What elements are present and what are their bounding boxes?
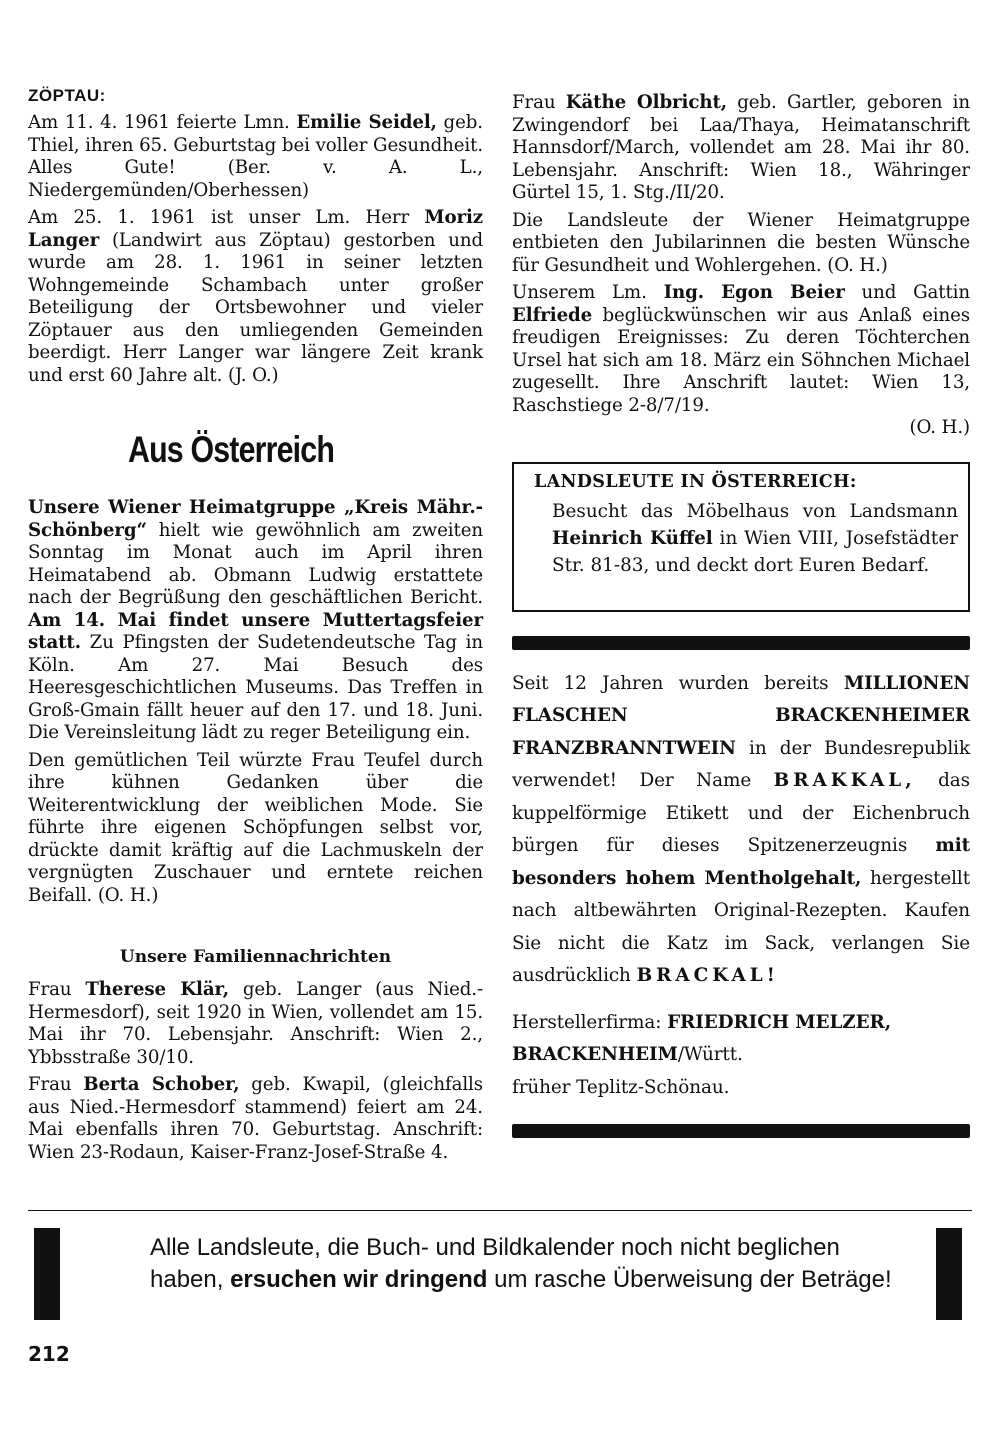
brand-name: BRAKKAL, [773, 770, 916, 791]
maker-name: FRIEDRICH MELZER, [667, 1011, 892, 1033]
paragraph-fashion: Den gemütlichen Teil würzte Frau Teufel durch ihre kühnen Gedanken über die Weiterentwicklung der weiblichen Mode. Sie führte ihre eigenen Schöpfungen selbst vor, drückte damit kräftig auf die Lachmuskeln der vergnügten Zuschauer und erntete reichen Beifall. (O. H.) [28, 749, 483, 906]
text: Frau [512, 92, 566, 113]
text: Am 11. 4. 1961 feierte Lmn. [28, 112, 297, 133]
ad-top-bar [512, 636, 970, 650]
name-bold: Heinrich Küffel [552, 527, 713, 549]
horizontal-rule [28, 1210, 972, 1211]
name-bold: Therese Klär, [85, 979, 229, 1000]
maker-region: /Württ. [677, 1044, 743, 1065]
maker-former: früher Teplitz-Schönau. [512, 1076, 730, 1098]
paragraph-obituary-langer [28, 207, 483, 387]
brand-name: BRACKAL! [636, 965, 779, 986]
ad-bottom-bar [512, 1124, 970, 1138]
text: (Landwirt aus Zöptau) gestorben und wurde am 28. 1. 1961 in seiner letzten Wohngemeinde Schambach unter großer Beteiligung der Ortsbewohner und vieler Zöptauer aus den umliegenden Gemeinden beerdigt. Herr Langer war längere Zeit krank und erst 60 Jahre alt. (J. O.) [28, 229, 483, 386]
text: Besucht das Möbelhaus von Landsmann [552, 500, 958, 522]
menthol-bold: mit besonders hohem Mentholgehalt, [512, 835, 970, 889]
name-bold: Emilie Seidel, [296, 112, 437, 133]
text: geb. Thiel, ihren 65. Geburtstag bei voller Gesundheit. Alles Gute! (Ber. v. A. L., Niedergemünden/Oberhessen) [28, 112, 483, 201]
text: geb. Kwapil, (gleichfalls aus Nied.-Hermesdorf stammend) feiert am 24. Mai ebenfalls ihren 70. Geburtstag. Anschrift: Wien 23-Rodaun, Kaiser-Franz-Josef-Straße 4. [28, 1074, 483, 1163]
name-bold: Käthe Olbricht, [565, 92, 727, 113]
product-bold: MILLIONEN FLASCHEN BRACKENHEIMER FRANZBRANNTWEIN [512, 672, 970, 759]
text: geb. Langer (aus Nied.-Hermesdorf), seit 1920 in Wien, vollendet am 15. Mai ihr 70. Lebensjahr. Anschrift: Wien 2., Ybbsstraße 30/10. [28, 979, 484, 1068]
text: Alle Landsleute, die Buch- und Bildkalender noch nicht beglichen haben, [150, 1234, 840, 1293]
text: in der Bundesrepublik verwendet! Der Name [512, 737, 970, 791]
name-bold: Ing. Egon Beier [663, 282, 845, 303]
name-bold: Berta Schober, [83, 1074, 240, 1095]
text: Unserem Lm. [512, 282, 664, 303]
paragraph-klaer [28, 979, 483, 1069]
group-name-bold: Unsere Wiener Heimatgruppe „Kreis Mähr.-Schönberg“ [28, 497, 483, 541]
text: hielt wie gewöhnlich am zweiten Sonntag im Monat auch im April ihren Heimatabend ab. Obmann Ludwig erstattete nach der Begrüßung den geschäftlichen Bericht. [28, 519, 483, 608]
section-title-aus-oesterreich: Aus Österreich [128, 429, 335, 470]
text: Frau [28, 1074, 84, 1095]
paragraph-schober [28, 1074, 483, 1164]
name-bold: Moriz Langer [28, 207, 483, 251]
ad-brackal-text [512, 668, 970, 993]
left-bar [34, 1228, 60, 1320]
text: geb. Gartler, geboren in Zwingendorf bei Laa/Thaya, Heimatanschrift Hannsdorf/March, vollendet am 28. Mai ihr 80. Lebensjahr. Anschrift: Wien 18., Währinger Gürtel 15, 1. Stg./II/20. [512, 92, 970, 203]
text: und Gattin [844, 282, 970, 303]
maker-city: BRACKENHEIM [512, 1044, 678, 1065]
family-news-heading: Unsere Familiennachrichten [119, 947, 392, 967]
paragraph-wishes: Die Landsleute der Wiener Heimatgruppe entbieten den Jubilarinnen die besten Wünsche für Gesundheit und Wohlergehen. (O. H.) [512, 209, 970, 276]
text: in Wien VIII, Josefstädter Str. 81-83, und deckt dort Euren Bedarf. [552, 527, 958, 576]
right-column [512, 92, 970, 1138]
text: hergestellt nach altbewährten Original-Rezepten. Kaufen Sie nicht die Katz im Sack, verlangen Sie ausdrücklich [512, 867, 970, 986]
ad-maker [512, 1007, 970, 1105]
paragraph-olbricht [512, 92, 970, 205]
paragraph-heimatgruppe [28, 497, 483, 745]
left-column [28, 86, 483, 1169]
page-number: 212 [28, 1342, 70, 1366]
paragraph-beier [512, 282, 970, 440]
right-bar [936, 1228, 962, 1320]
text: Am 25. 1. 1961 ist unser Lm. Herr [28, 207, 425, 228]
paragraph-birthday-seidel [28, 112, 483, 202]
text: beglückwünschen wir aus Anlaß eines freudigen Ereignisses: Zu deren Töchterchen Ursel hat sich am 18. März ein Söhnchen Michael zugesellt. Ihre Anschrift lautet: Wien 13, Raschstiege 2-8/7/19. [512, 304, 970, 416]
text: um rasche Überweisung der Beträge! [487, 1266, 892, 1293]
emphasis-bold: ersuchen wir dringend [230, 1266, 488, 1293]
maker-label: Herstellerfirma: [512, 1011, 668, 1033]
text: Frau [28, 979, 86, 1000]
name-bold: Elfriede [512, 304, 593, 326]
text: Zu Pfingsten der Sudetendeutsche Tag in Köln. Am 27. Mai Besuch des Heeresgeschichtlichen Museums. Das Treffen in Groß-Gmain fällt heuer auf den 17. und 18. Juni. Die Vereinsleitung lädt zu reger Beteiligung ein. [28, 632, 483, 743]
ad-brackal [512, 668, 970, 1105]
signature-initials: (O. H.) [909, 417, 970, 438]
text: das kuppelförmige Etikett und der Eichenbruch bürgen für dieses Spitzenerzeugnis [512, 770, 970, 856]
event-bold: Am 14. Mai findet unsere Muttertagsfeier statt. [28, 609, 483, 653]
payment-reminder-text [150, 1232, 910, 1296]
section-heading-zoeptau: ZÖPTAU: [28, 86, 106, 105]
payment-reminder [28, 1220, 972, 1330]
ad-box-title: LANDSLEUTE IN ÖSTERREICH: [534, 471, 857, 492]
ad-box-moebelhaus [512, 462, 970, 612]
text: Seit 12 Jahren wurden bereits [512, 672, 844, 694]
ad-box-text [552, 498, 958, 579]
